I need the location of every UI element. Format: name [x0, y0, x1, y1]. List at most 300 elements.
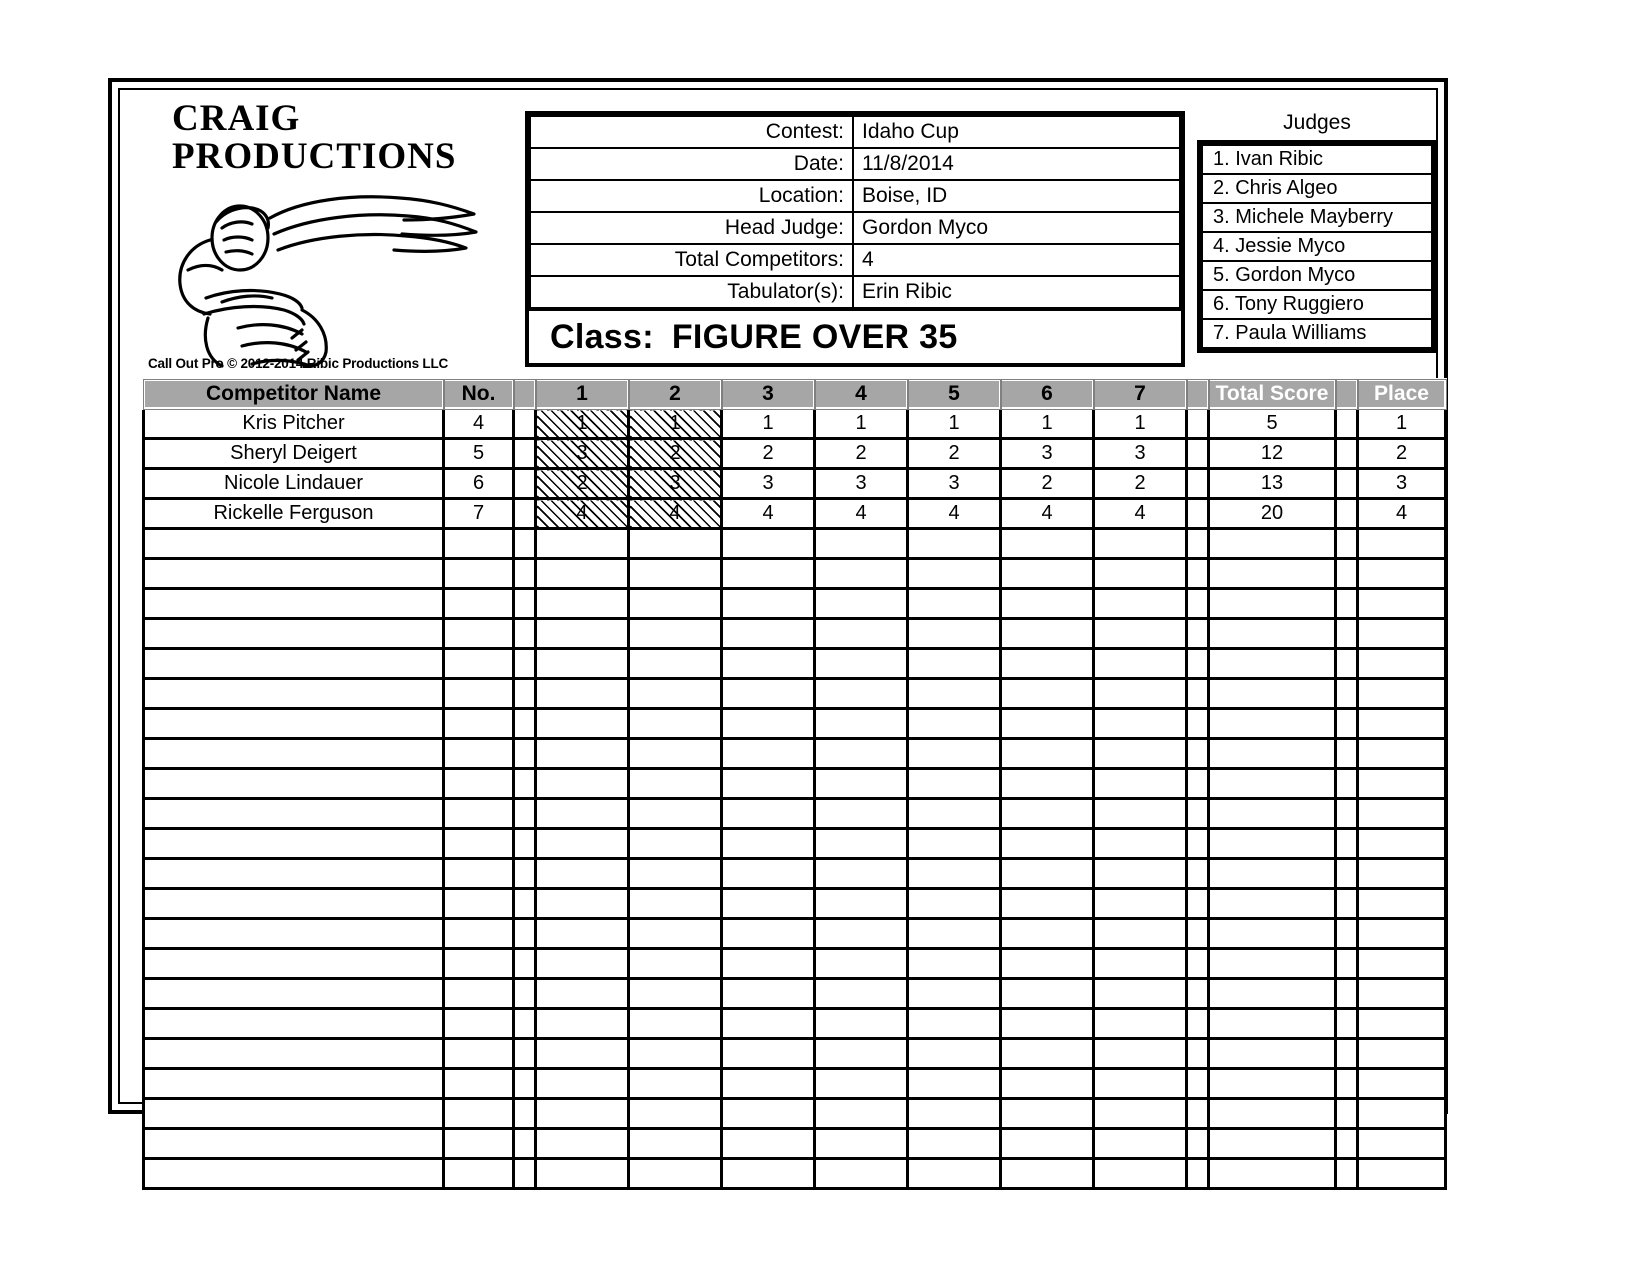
cell-judge-score-4[interactable]: 4: [815, 499, 908, 529]
cell-judge-score-6[interactable]: 1: [1001, 409, 1094, 439]
judge-item-6: 6. Tony Ruggiero: [1202, 290, 1432, 319]
cell-judge-score-7[interactable]: [1094, 589, 1187, 619]
cell-competitor-name[interactable]: [144, 649, 444, 679]
cell-judge-score-1[interactable]: [536, 859, 629, 889]
cell-judge-score-3[interactable]: [722, 1159, 815, 1189]
cell-judge-score-4[interactable]: [815, 979, 908, 1009]
cell-judge-score-2[interactable]: [629, 1159, 722, 1189]
cell-competitor-number[interactable]: [444, 1009, 514, 1039]
cell-judge-score-5[interactable]: [908, 829, 1001, 859]
cell-judge-score-6[interactable]: 4: [1001, 499, 1094, 529]
cell-judge-score-1[interactable]: [536, 889, 629, 919]
competitor-row-empty: [144, 1129, 1446, 1159]
cell-judge-score-4[interactable]: 2: [815, 439, 908, 469]
cell-competitor-name[interactable]: Sheryl Deigert: [144, 439, 444, 469]
cell-competitor-number[interactable]: [444, 589, 514, 619]
cell-competitor-number[interactable]: [444, 1099, 514, 1129]
cell-judge-score-4[interactable]: [815, 769, 908, 799]
cell-judge-score-2[interactable]: [629, 1099, 722, 1129]
cell-place: [1358, 589, 1446, 619]
cell-judge-score-7[interactable]: [1094, 859, 1187, 889]
cell-judge-score-7[interactable]: 2: [1094, 469, 1187, 499]
cell-competitor-name[interactable]: [144, 739, 444, 769]
competitor-row-empty: [144, 829, 1446, 859]
cell-judge-score-6[interactable]: [1001, 1099, 1094, 1129]
competitor-row: [144, 469, 1446, 499]
cell-competitor-number[interactable]: [444, 919, 514, 949]
cell-judge-score-6[interactable]: 2: [1001, 469, 1094, 499]
cell-total-score: [1209, 559, 1336, 589]
grid-spacer-right: [1336, 949, 1358, 979]
cell-judge-score-7[interactable]: [1094, 709, 1187, 739]
cell-competitor-name[interactable]: [144, 529, 444, 559]
cell-judge-score-5[interactable]: [908, 889, 1001, 919]
judges-panel-title: Judges: [1283, 111, 1351, 134]
cell-judge-score-6[interactable]: [1001, 619, 1094, 649]
cell-judge-score-4[interactable]: [815, 559, 908, 589]
cell-judge-score-7[interactable]: [1094, 529, 1187, 559]
info-value-date[interactable]: 11/8/2014: [853, 148, 1180, 180]
cell-judge-score-6[interactable]: [1001, 1159, 1094, 1189]
cell-judge-score-1[interactable]: [536, 979, 629, 1009]
cell-competitor-number[interactable]: [444, 1159, 514, 1189]
cell-competitor-name[interactable]: [144, 889, 444, 919]
cell-judge-score-4[interactable]: [815, 1129, 908, 1159]
cell-judge-score-4[interactable]: [815, 1099, 908, 1129]
cell-judge-score-2[interactable]: 1: [629, 409, 722, 439]
cell-judge-score-1[interactable]: [536, 1129, 629, 1159]
cell-competitor-number[interactable]: [444, 559, 514, 589]
cell-judge-score-2[interactable]: [629, 709, 722, 739]
cell-judge-score-1[interactable]: [536, 769, 629, 799]
cell-competitor-number[interactable]: [444, 1069, 514, 1099]
cell-total-score: [1209, 679, 1336, 709]
cell-judge-score-7[interactable]: [1094, 1129, 1187, 1159]
cell-judge-score-2[interactable]: [629, 589, 722, 619]
cell-judge-score-6[interactable]: [1001, 559, 1094, 589]
info-value-total-competitors[interactable]: 4: [853, 244, 1180, 276]
cell-competitor-number[interactable]: [444, 529, 514, 559]
cell-judge-score-1[interactable]: 2: [536, 469, 629, 499]
cell-judge-score-2[interactable]: [629, 919, 722, 949]
cell-competitor-number[interactable]: 7: [444, 499, 514, 529]
cell-judge-score-6[interactable]: [1001, 949, 1094, 979]
cell-judge-score-1[interactable]: [536, 829, 629, 859]
cell-judge-score-3[interactable]: [722, 1009, 815, 1039]
cell-judge-score-5[interactable]: [908, 1099, 1001, 1129]
scorecard-page: [108, 78, 1448, 1114]
judge-row: [1202, 319, 1432, 348]
cell-judge-score-1[interactable]: [536, 529, 629, 559]
cell-place: [1358, 529, 1446, 559]
cell-judge-score-6[interactable]: [1001, 739, 1094, 769]
info-value-head-judge[interactable]: Gordon Myco: [853, 212, 1180, 244]
cell-competitor-number[interactable]: [444, 679, 514, 709]
cell-judge-score-1[interactable]: [536, 949, 629, 979]
cell-judge-score-3[interactable]: [722, 949, 815, 979]
cell-judge-score-5[interactable]: [908, 979, 1001, 1009]
cell-competitor-number[interactable]: [444, 709, 514, 739]
cell-competitor-number[interactable]: [444, 979, 514, 1009]
cell-judge-score-3[interactable]: [722, 979, 815, 1009]
cell-judge-score-5[interactable]: [908, 949, 1001, 979]
cell-judge-score-5[interactable]: 3: [908, 469, 1001, 499]
grid-spacer-left: [514, 979, 536, 1009]
cell-judge-score-7[interactable]: [1094, 979, 1187, 1009]
cell-judge-score-4[interactable]: [815, 649, 908, 679]
cell-judge-score-6[interactable]: [1001, 529, 1094, 559]
grid-spacer-right: [1336, 409, 1358, 439]
cell-judge-score-3[interactable]: [722, 1039, 815, 1069]
cell-judge-score-4[interactable]: [815, 1009, 908, 1039]
cell-place: [1358, 1009, 1446, 1039]
cell-judge-score-6[interactable]: [1001, 829, 1094, 859]
judge-row: [1202, 290, 1432, 319]
competitor-row: [144, 409, 1446, 439]
cell-judge-score-4[interactable]: [815, 589, 908, 619]
cell-judge-score-7[interactable]: [1094, 949, 1187, 979]
cell-judge-score-5[interactable]: [908, 649, 1001, 679]
competitor-row-empty: [144, 949, 1446, 979]
cell-judge-score-5[interactable]: [908, 769, 1001, 799]
cell-judge-score-1[interactable]: [536, 1159, 629, 1189]
cell-judge-score-6[interactable]: 3: [1001, 439, 1094, 469]
cell-competitor-number[interactable]: [444, 619, 514, 649]
grid-spacer-mid: [1187, 739, 1209, 769]
cell-judge-score-1[interactable]: [536, 649, 629, 679]
cell-judge-score-3[interactable]: [722, 709, 815, 739]
cell-judge-score-1[interactable]: [536, 589, 629, 619]
cell-judge-score-2[interactable]: [629, 679, 722, 709]
cell-competitor-name[interactable]: [144, 949, 444, 979]
grid-spacer-left: [514, 409, 536, 439]
cell-competitor-number[interactable]: [444, 739, 514, 769]
cell-judge-score-2[interactable]: 3: [629, 469, 722, 499]
cell-judge-score-7[interactable]: [1094, 829, 1187, 859]
cell-judge-score-6[interactable]: [1001, 709, 1094, 739]
cell-competitor-name[interactable]: [144, 1009, 444, 1039]
cell-judge-score-2[interactable]: [629, 799, 722, 829]
cell-competitor-number[interactable]: 6: [444, 469, 514, 499]
judge-row: [1202, 232, 1432, 261]
cell-judge-score-4[interactable]: [815, 619, 908, 649]
cell-competitor-name[interactable]: [144, 919, 444, 949]
cell-competitor-number[interactable]: 5: [444, 439, 514, 469]
cell-competitor-name[interactable]: [144, 979, 444, 1009]
cell-competitor-name[interactable]: Rickelle Ferguson: [144, 499, 444, 529]
cell-judge-score-5[interactable]: 4: [908, 499, 1001, 529]
cell-judge-score-4[interactable]: [815, 1039, 908, 1069]
cell-judge-score-6[interactable]: [1001, 859, 1094, 889]
cell-judge-score-1[interactable]: [536, 559, 629, 589]
grid-spacer-left: [514, 469, 536, 499]
grid-spacer-right: [1336, 529, 1358, 559]
cell-judge-score-7[interactable]: [1094, 679, 1187, 709]
page-inner-border: [118, 88, 1438, 1104]
grid-spacer-mid: [1187, 859, 1209, 889]
cell-judge-score-7[interactable]: 1: [1094, 409, 1187, 439]
cell-judge-score-6[interactable]: [1001, 1009, 1094, 1039]
cell-judge-score-4[interactable]: [815, 889, 908, 919]
info-row-tabulators: [530, 276, 1180, 309]
cell-judge-score-4[interactable]: [815, 1159, 908, 1189]
cell-competitor-name[interactable]: [144, 1039, 444, 1069]
cell-judge-score-2[interactable]: [629, 739, 722, 769]
cell-competitor-name[interactable]: [144, 619, 444, 649]
cell-judge-score-4[interactable]: [815, 739, 908, 769]
grid-spacer-mid: [1187, 1159, 1209, 1189]
cell-competitor-name[interactable]: Nicole Lindauer: [144, 469, 444, 499]
grid-spacer-mid: [1187, 979, 1209, 1009]
cell-competitor-name[interactable]: [144, 559, 444, 589]
cell-judge-score-2[interactable]: [629, 889, 722, 919]
cell-competitor-number[interactable]: [444, 1129, 514, 1159]
cell-place: [1358, 1039, 1446, 1069]
grid-spacer-left: [514, 1129, 536, 1159]
cell-judge-score-5[interactable]: [908, 1009, 1001, 1039]
cell-judge-score-7[interactable]: [1094, 769, 1187, 799]
cell-place: [1358, 799, 1446, 829]
cell-judge-score-4[interactable]: [815, 859, 908, 889]
grid-spacer-mid: [1187, 409, 1209, 439]
cell-total-score: [1209, 1009, 1336, 1039]
cell-competitor-name[interactable]: [144, 709, 444, 739]
cell-judge-score-2[interactable]: [629, 949, 722, 979]
cell-judge-score-3[interactable]: [722, 919, 815, 949]
cell-judge-score-5[interactable]: [908, 1069, 1001, 1099]
grid-spacer-mid: [1187, 889, 1209, 919]
cell-judge-score-1[interactable]: 1: [536, 409, 629, 439]
cell-competitor-number[interactable]: [444, 649, 514, 679]
header-judge-3: 3: [722, 380, 815, 409]
cell-judge-score-3[interactable]: [722, 799, 815, 829]
cell-judge-score-1[interactable]: [536, 619, 629, 649]
cell-competitor-name[interactable]: [144, 589, 444, 619]
cell-judge-score-2[interactable]: 4: [629, 499, 722, 529]
cell-judge-score-7[interactable]: 4: [1094, 499, 1187, 529]
cell-judge-score-1[interactable]: [536, 1009, 629, 1039]
cell-judge-score-5[interactable]: [908, 1039, 1001, 1069]
cell-judge-score-1[interactable]: [536, 919, 629, 949]
cell-judge-score-5[interactable]: [908, 529, 1001, 559]
cell-judge-score-2[interactable]: [629, 769, 722, 799]
cell-competitor-name[interactable]: Kris Pitcher: [144, 409, 444, 439]
cell-judge-score-5[interactable]: [908, 589, 1001, 619]
cell-competitor-name[interactable]: [144, 769, 444, 799]
cell-judge-score-3[interactable]: [722, 619, 815, 649]
class-cell: [530, 309, 1180, 363]
cell-judge-score-1[interactable]: 3: [536, 439, 629, 469]
cell-judge-score-4[interactable]: [815, 679, 908, 709]
competitor-row-empty: [144, 1099, 1446, 1129]
cell-competitor-number[interactable]: [444, 949, 514, 979]
cell-judge-score-1[interactable]: [536, 709, 629, 739]
cell-judge-score-4[interactable]: [815, 829, 908, 859]
cell-judge-score-3[interactable]: 1: [722, 409, 815, 439]
grid-spacer-right: [1336, 919, 1358, 949]
cell-judge-score-5[interactable]: [908, 919, 1001, 949]
cell-judge-score-6[interactable]: [1001, 589, 1094, 619]
cell-judge-score-7[interactable]: 3: [1094, 439, 1187, 469]
cell-competitor-name[interactable]: [144, 859, 444, 889]
cell-judge-score-3[interactable]: [722, 1129, 815, 1159]
cell-judge-score-7[interactable]: [1094, 1159, 1187, 1189]
cell-judge-score-3[interactable]: [722, 859, 815, 889]
cell-judge-score-6[interactable]: [1001, 979, 1094, 1009]
cell-place: [1358, 949, 1446, 979]
info-label-contest: Contest:: [530, 116, 853, 148]
cell-judge-score-5[interactable]: [908, 619, 1001, 649]
info-value-contest[interactable]: Idaho Cup: [853, 116, 1180, 148]
info-label-date: Date:: [530, 148, 853, 180]
cell-judge-score-1[interactable]: [536, 1069, 629, 1099]
grid-spacer-mid: [1187, 439, 1209, 469]
cell-judge-score-5[interactable]: 2: [908, 439, 1001, 469]
cell-competitor-name[interactable]: [144, 799, 444, 829]
grid-spacer-right: [1336, 499, 1358, 529]
cell-competitor-name[interactable]: [144, 829, 444, 859]
cell-judge-score-4[interactable]: [815, 709, 908, 739]
cell-judge-score-2[interactable]: [629, 619, 722, 649]
cell-competitor-number[interactable]: [444, 859, 514, 889]
cell-judge-score-6[interactable]: [1001, 679, 1094, 709]
cell-judge-score-3[interactable]: 3: [722, 469, 815, 499]
cell-judge-score-4[interactable]: [815, 949, 908, 979]
cell-competitor-name[interactable]: [144, 1129, 444, 1159]
competitor-row-empty: [144, 919, 1446, 949]
cell-judge-score-5[interactable]: [908, 679, 1001, 709]
cell-judge-score-2[interactable]: [629, 859, 722, 889]
cell-competitor-name[interactable]: [144, 1159, 444, 1189]
cell-judge-score-7[interactable]: [1094, 1099, 1187, 1129]
cell-judge-score-3[interactable]: [722, 529, 815, 559]
cell-place: [1358, 679, 1446, 709]
grid-spacer-left: [514, 919, 536, 949]
grid-spacer-right: [1336, 889, 1358, 919]
cell-judge-score-4[interactable]: [815, 1069, 908, 1099]
info-value-tabulators[interactable]: Erin Ribic: [853, 276, 1180, 309]
cell-judge-score-6[interactable]: [1001, 1039, 1094, 1069]
cell-judge-score-3[interactable]: 4: [722, 499, 815, 529]
cell-judge-score-4[interactable]: 1: [815, 409, 908, 439]
cell-competitor-name[interactable]: [144, 1069, 444, 1099]
cell-competitor-name[interactable]: [144, 1099, 444, 1129]
cell-judge-score-2[interactable]: [629, 1069, 722, 1099]
cell-place: [1358, 1069, 1446, 1099]
grid-spacer-mid: [1187, 619, 1209, 649]
cell-competitor-name[interactable]: [144, 679, 444, 709]
cell-judge-score-3[interactable]: [722, 679, 815, 709]
cell-total-score: [1209, 649, 1336, 679]
cell-judge-score-3[interactable]: [722, 1069, 815, 1099]
cell-judge-score-5[interactable]: [908, 709, 1001, 739]
cell-judge-score-5[interactable]: [908, 799, 1001, 829]
cell-judge-score-1[interactable]: [536, 799, 629, 829]
cell-competitor-number[interactable]: [444, 769, 514, 799]
cell-judge-score-5[interactable]: [908, 1129, 1001, 1159]
cell-competitor-number[interactable]: 4: [444, 409, 514, 439]
cell-judge-score-3[interactable]: [722, 589, 815, 619]
cell-judge-score-4[interactable]: [815, 529, 908, 559]
cell-judge-score-2[interactable]: [629, 649, 722, 679]
cell-judge-score-6[interactable]: [1001, 649, 1094, 679]
cell-judge-score-5[interactable]: [908, 739, 1001, 769]
cell-judge-score-6[interactable]: [1001, 799, 1094, 829]
info-row-contest: [530, 116, 1180, 148]
cell-judge-score-7[interactable]: [1094, 559, 1187, 589]
cell-judge-score-6[interactable]: [1001, 1129, 1094, 1159]
cell-competitor-number[interactable]: [444, 829, 514, 859]
cell-judge-score-3[interactable]: [722, 889, 815, 919]
cell-judge-score-2[interactable]: [629, 1129, 722, 1159]
cell-judge-score-1[interactable]: [536, 679, 629, 709]
cell-judge-score-4[interactable]: [815, 919, 908, 949]
cell-judge-score-7[interactable]: [1094, 1009, 1187, 1039]
info-value-location[interactable]: Boise, ID: [853, 180, 1180, 212]
cell-competitor-number[interactable]: [444, 799, 514, 829]
cell-judge-score-3[interactable]: [722, 649, 815, 679]
competitor-row-empty: [144, 679, 1446, 709]
cell-judge-score-3[interactable]: [722, 829, 815, 859]
cell-judge-score-5[interactable]: 1: [908, 409, 1001, 439]
cell-judge-score-3[interactable]: [722, 769, 815, 799]
cell-judge-score-6[interactable]: [1001, 769, 1094, 799]
cell-competitor-number[interactable]: [444, 889, 514, 919]
cell-judge-score-1[interactable]: [536, 739, 629, 769]
cell-judge-score-7[interactable]: [1094, 1039, 1187, 1069]
cell-judge-score-2[interactable]: [629, 829, 722, 859]
cell-judge-score-7[interactable]: [1094, 919, 1187, 949]
cell-judge-score-7[interactable]: [1094, 1069, 1187, 1099]
cell-judge-score-3[interactable]: [722, 559, 815, 589]
cell-judge-score-7[interactable]: [1094, 739, 1187, 769]
cell-judge-score-2[interactable]: [629, 1039, 722, 1069]
grid-spacer-left: [514, 799, 536, 829]
cell-judge-score-2[interactable]: [629, 979, 722, 1009]
cell-judge-score-1[interactable]: [536, 1099, 629, 1129]
cell-judge-score-2[interactable]: [629, 559, 722, 589]
cell-judge-score-3[interactable]: [722, 739, 815, 769]
cell-judge-score-1[interactable]: [536, 1039, 629, 1069]
cell-judge-score-3[interactable]: [722, 1099, 815, 1129]
cell-judge-score-7[interactable]: [1094, 799, 1187, 829]
cell-judge-score-5[interactable]: [908, 559, 1001, 589]
cell-judge-score-6[interactable]: [1001, 889, 1094, 919]
cell-judge-score-2[interactable]: [629, 1009, 722, 1039]
cell-judge-score-4[interactable]: [815, 799, 908, 829]
grid-spacer-mid: [1187, 949, 1209, 979]
competitor-row-empty: [144, 739, 1446, 769]
cell-judge-score-5[interactable]: [908, 1159, 1001, 1189]
cell-competitor-number[interactable]: [444, 1039, 514, 1069]
cell-judge-score-5[interactable]: [908, 859, 1001, 889]
cell-judge-score-6[interactable]: [1001, 1069, 1094, 1099]
scoring-grid-wrapper: [142, 378, 1429, 1190]
cell-judge-score-6[interactable]: [1001, 919, 1094, 949]
cell-total-score: [1209, 1099, 1336, 1129]
cell-judge-score-2[interactable]: 2: [629, 439, 722, 469]
cell-judge-score-7[interactable]: [1094, 889, 1187, 919]
cell-place: [1358, 559, 1446, 589]
header-place: Place: [1358, 380, 1446, 409]
header-judge-5: 5: [908, 380, 1001, 409]
cell-judge-score-4[interactable]: 3: [815, 469, 908, 499]
cell-judge-score-1[interactable]: 4: [536, 499, 629, 529]
cell-judge-score-3[interactable]: 2: [722, 439, 815, 469]
cell-judge-score-7[interactable]: [1094, 619, 1187, 649]
cell-judge-score-2[interactable]: [629, 529, 722, 559]
cell-judge-score-7[interactable]: [1094, 649, 1187, 679]
